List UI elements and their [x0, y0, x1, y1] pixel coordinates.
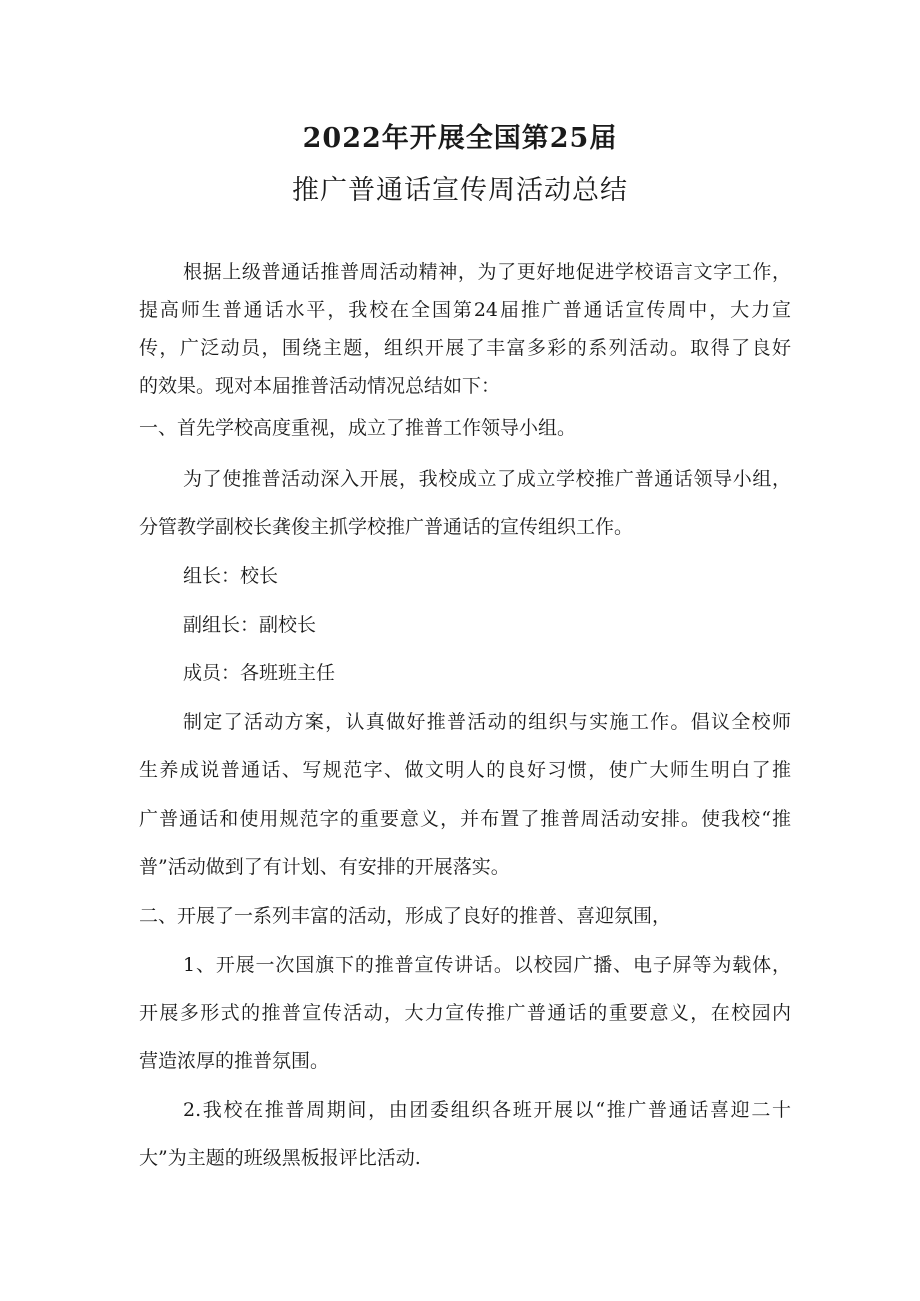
paragraph-3-line-1: 制定了活动方案，认真做好推普活动的组织与实施工作。倡议全校师 — [183, 711, 791, 733]
item-2-line-1: 2.我校在推普周期间，由团委组织各班开展以“推广普通话喜迎二十 — [183, 1099, 791, 1121]
paragraph-2-line-1: 为了使推普活动深入开展，我校成立了成立学校推广普通话领导小组， — [183, 468, 791, 490]
members-line: 成员：各班班主任 — [183, 662, 336, 684]
document-title-line-1: 2022年开展全国第25届 — [302, 123, 618, 154]
item-1-line-1: 1、开展一次国旗下的推普宣传讲话。以校园广播、电子屏等为载体， — [183, 954, 791, 976]
document-title-line-2: 推广普通话宣传周活动总结 — [292, 175, 628, 206]
item-1-line-2: 开展多形式的推普宣传活动，大力宣传推广普通话的重要意义，在校园内 — [139, 1002, 791, 1024]
paragraph-3-line-3: 广普通话和使用规范字的重要意义，并布置了推普周活动安排。使我校“推 — [139, 808, 791, 830]
section-heading-1: 一、首先学校高度重视，成立了推普工作领导小组。 — [139, 417, 577, 439]
paragraph-1-line-4: 的效果。现对本届推普活动情况总结如下： — [139, 375, 501, 397]
paragraph-1-line-1: 根据上级普通话推普周活动精神，为了更好地促进学校语言文字工作， — [183, 261, 791, 283]
section-heading-2: 二、开展了一系列丰富的活动，形成了良好的推普、喜迎氛围， — [139, 905, 672, 927]
deputy-leader-line: 副组长：副校长 — [183, 614, 317, 636]
paragraph-3-line-2: 生养成说普通话、写规范字、做文明人的良好习惯，使广大师生明白了推 — [139, 759, 791, 781]
paragraph-1-line-2: 提高师生普通话水平，我校在全国第24届推广普通话宣传周中，大力宣 — [139, 299, 791, 321]
item-1-line-3: 营造浓厚的推普氛围。 — [139, 1050, 330, 1072]
paragraph-3-line-4: 普”活动做到了有计划、有安排的开展落实。 — [139, 856, 510, 878]
paragraph-2-line-2: 分管教学副校长龚俊主抓学校推广普通话的宣传组织工作。 — [139, 516, 634, 538]
paragraph-1-line-3: 传，广泛动员，围绕主题，组织开展了丰富多彩的系列活动。取得了良好 — [139, 337, 791, 359]
item-2-line-2: 大”为主题的班级黑板报评比活动. — [139, 1147, 421, 1169]
leader-line: 组长：校长 — [183, 565, 279, 587]
